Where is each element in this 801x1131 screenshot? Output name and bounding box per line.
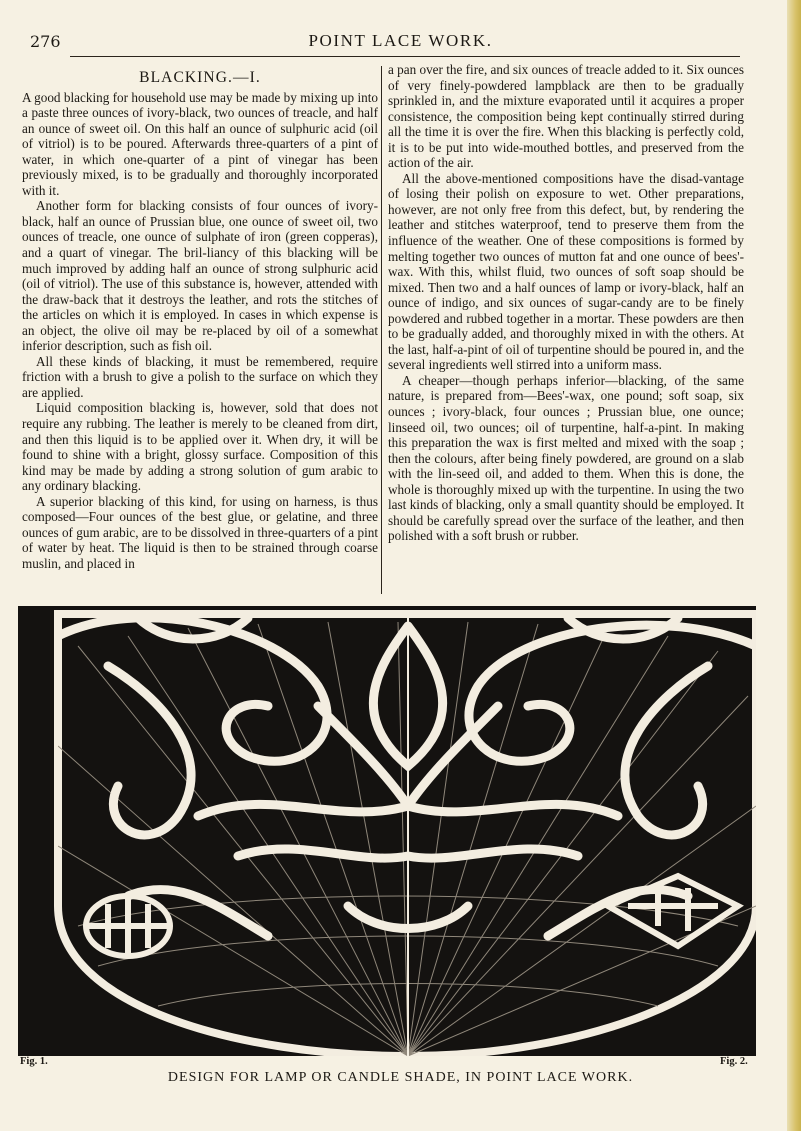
page-edge: [787, 0, 801, 1131]
right-column: [388, 62, 744, 592]
paragraph: a pan over the fire, and six ounces of treacle added to it. Six ounces of very finely-powdered lampblack are then to be gradually sprinkled in, and the mixture evaporated until it acquires a proper consistence, the composition being kept continually stirred during all the time it is over the fire. When this blacking is perfectly cold, it is to be put into wide-mouthed bottles, and preserved from the action of the air.: [388, 62, 744, 171]
running-head: POINT LACE WORK.: [308, 31, 493, 50]
left-ornament: [86, 896, 170, 956]
page-number: 276: [30, 32, 61, 51]
column-rule: [381, 66, 382, 594]
header-rule: [70, 56, 740, 57]
paragraph: A good blacking for household use may be made by mixing up into a paste three ounces of ivory-black, two ounces of treacle, and half an ounce of sweet oil. On this half an ounce of sulphuric acid (oil of vitriol) is to be poured. Afterwards three-quarters of a pint of water, in which one-quarter of a pint of vinegar has been previously mixed, is to be gradually and thoroughly incorporated with it.: [22, 89, 378, 198]
paragraph: All the above-mentioned compositions have the disad-vantage of losing their polish on exposure to wet. Other preparations, however, are not only free from this defect, but, by rendering the leather and stitches waterproof, tend to preserve them from the influence of the weather. One of these compositions is formed by melting together two ounces of mutton fat and one ounce of bees'-wax. With this, whilst fluid, two ounces of soft soap should be mixed. Then two and a half ounces of lamp or ivory-black, half an ounce of indigo, and six ounces of sugar-candy are to be finely powdered and rubbed together in a mortar. These powders are then to be gradually added, and thoroughly mixed in with the others. At the last, half-a-pint of oil of turpentine should be poured in, and the several ingredients well stirred into a uniform mass.: [388, 170, 744, 373]
lace-design-drawing: [18, 606, 756, 1056]
figure-label-1: Fig. 1.: [20, 1056, 48, 1067]
section-title: BLACKING.—I.: [139, 69, 261, 86]
paragraph: Another form for blacking consists of four ounces of ivory-black, half an ounce of Prussian blue, one ounce of sweet oil, two ounces of treacle, one ounce of sulphate of iron (green copperas), and a quart of vinegar. The bril-liancy of this blacking will be much improved by adding half an ounce of strong sulphuric acid (oil of vitriol). The use of this substance is, however, attended with the draw-back that it destroys the leather, and rots the stitches of the articles on which it is employed. In cases in which expense is an object, the olive oil may be re-placed by oil of a somewhat inferior description, such as fish oil.: [22, 198, 378, 354]
figure-caption: DESIGN FOR LAMP OR CANDLE SHADE, IN POINT LACE WORK.: [167, 1070, 634, 1085]
left-column: [22, 62, 378, 592]
paragraph: A superior blacking of this kind, for using on harness, is thus composed—Four ounces of the best glue, or gelatine, and three ounces of gum arabic, are to be dissolved in three-quarters of a pint of water by heat. The liquid is then to be strained through coarse muslin, and placed in: [22, 493, 378, 571]
lace-design-figure: [18, 606, 756, 1056]
paragraph: A cheaper—though perhaps inferior—blacking, of the same nature, is prepared from—Bees'-wax, one pound; soft soap, six ounces ; ivory-black, four ounces ; Prussian blue, one ounce; linseed oil, two ounces; oil of turpentine, half-a-pint. In making this preparation the wax is first melted and mixed with the soap ; then the colours, after being finely powdered, are ground on a slab with the lin-seed oil, and added to them. When this is done, the whole is thoroughly mixed up with the turpentine. In using the two last kinds of blacking, only a small quantity should be employed. It should be carefully spread over the surface of the leather, and then polished with a soft brush or rubber.: [388, 372, 744, 544]
paragraph: All these kinds of blacking, it must be remembered, require friction with a brush to give a polish to the surface on which they are applied.: [22, 353, 378, 400]
figure-label-2: Fig. 2.: [720, 1056, 748, 1067]
paragraph: Liquid composition blacking is, however, sold that does not require any rubbing. The leather is merely to be cleaned from dirt, and then this liquid is to be applied over it. When dry, it will be found to shine with a bright, glossy surface. Composition of this kind may be made by adding a strong solution of gum arabic to any ordinary blacking.: [22, 400, 378, 494]
